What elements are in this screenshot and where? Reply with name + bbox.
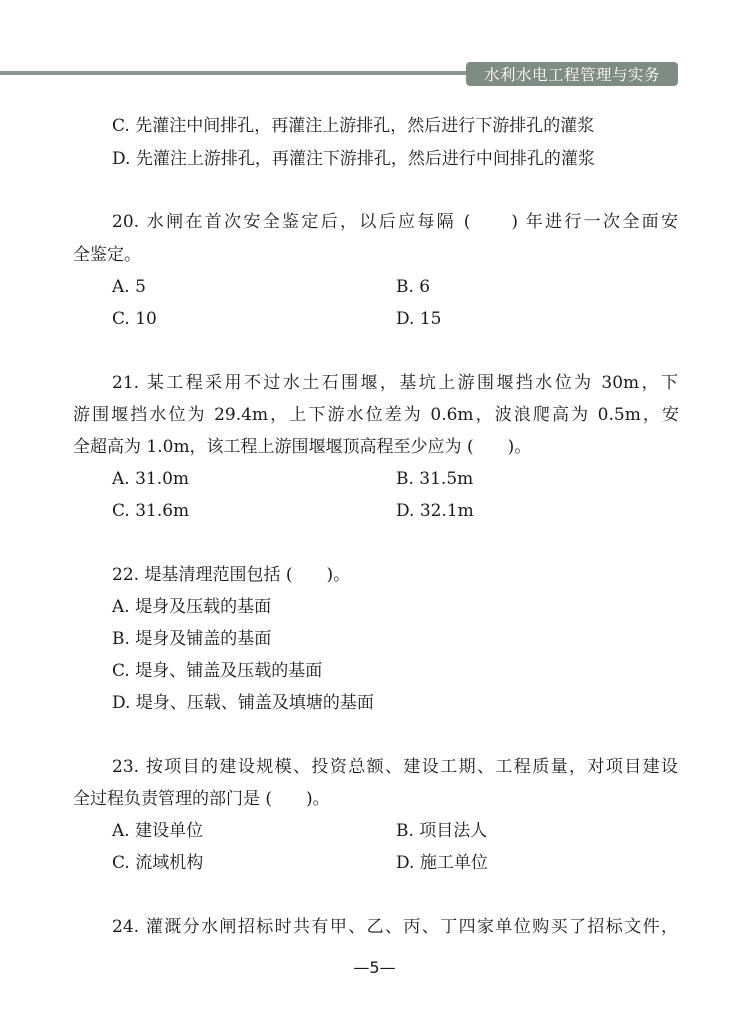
page-number: —5—	[353, 958, 396, 977]
q22-option-b: B. 堤身及铺盖的基面	[112, 629, 272, 649]
q21-option-d: D. 32.1m	[396, 501, 474, 521]
q22-option-d: D. 堤身、压载、铺盖及填塘的基面	[112, 693, 374, 713]
q23-stem-line2: 全过程负责管理的部门是 ( )。	[73, 789, 330, 809]
q21-stem-line3: 全超高为 1.0m，该工程上游围堰堰顶高程至少应为 ( )。	[73, 437, 532, 457]
q23-stem-line1: 23. 按项目的建设规模、投资总额、建设工期、工程质量，对项目建设	[112, 757, 678, 777]
q22-option-c: C. 堤身、铺盖及压载的基面	[112, 661, 323, 681]
q20-option-d: D. 15	[396, 309, 442, 329]
header-rule	[0, 71, 470, 75]
q23-option-b: B. 项目法人	[396, 821, 488, 841]
prev-option-c: C. 先灌注中间排孔，再灌注上游排孔，然后进行下游排孔的灌浆	[112, 116, 595, 136]
q24-stem-line1: 24. 灌溉分水闸招标时共有甲、乙、丙、丁四家单位购买了招标文件，	[112, 917, 678, 937]
prev-option-d: D. 先灌注上游排孔，再灌注下游排孔，然后进行中间排孔的灌浆	[112, 149, 595, 169]
q22-option-a: A. 堤身及压载的基面	[112, 597, 272, 617]
q20-stem-line2: 全鉴定。	[73, 245, 141, 265]
q20-option-b: B. 6	[396, 277, 431, 297]
q21-stem-line2: 游围堰挡水位为 29.4m，上下游水位差为 0.6m，波浪爬高为 0.5m，安	[73, 405, 679, 425]
book-title-badge: 水利水电工程管理与实务	[466, 62, 678, 86]
q23-option-d: D. 施工单位	[396, 853, 488, 873]
q21-option-a: A. 31.0m	[112, 469, 190, 489]
q23-option-a: A. 建设单位	[112, 821, 204, 841]
q21-option-b: B. 31.5m	[396, 469, 474, 489]
q20-stem-line1: 20. 水闸在首次安全鉴定后，以后应每隔 ( ) 年进行一次全面安	[112, 212, 678, 232]
q23-option-c: C. 流域机构	[112, 853, 204, 873]
q21-stem-line1: 21. 某工程采用不过水土石围堰，基坑上游围堰挡水位为 30m，下	[112, 373, 678, 393]
q20-option-c: C. 10	[112, 309, 157, 329]
q20-option-a: A. 5	[112, 277, 146, 297]
q22-stem: 22. 堤基清理范围包括 ( )。	[112, 565, 351, 585]
q21-option-c: C. 31.6m	[112, 501, 190, 521]
